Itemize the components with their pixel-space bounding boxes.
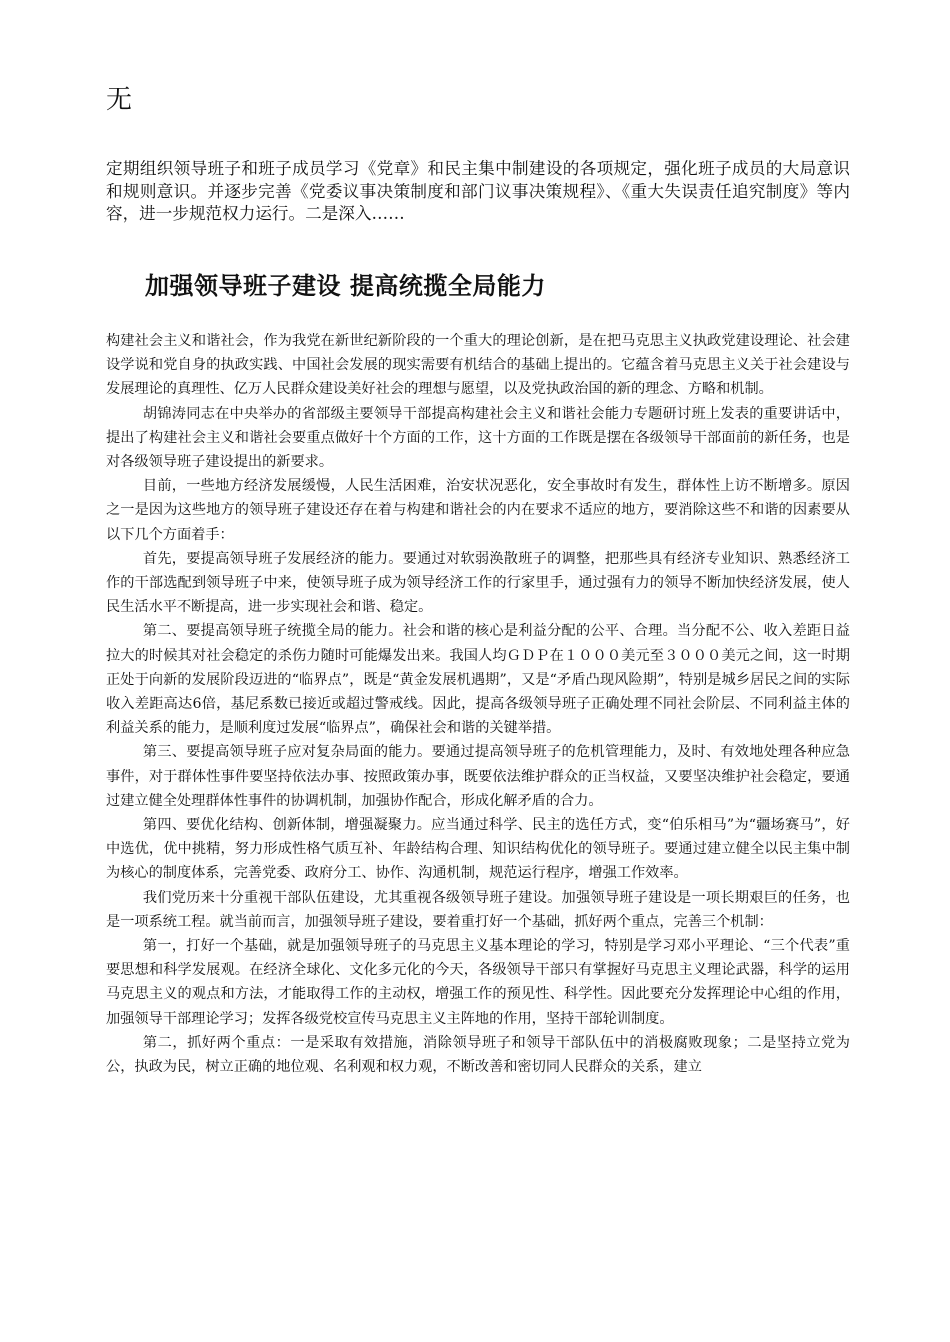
article-title: 加强领导班子建设 提高统揽全局能力: [145, 272, 546, 300]
paragraph: 首先，要提高领导班子发展经济的能力。要通过对软弱涣散班子的调整，把那些具有经济专业知识、熟悉经济工作的干部选配到领导班子中来，使领导班子成为领导经济工作的行家里手，通过强有力的领导不断加快经济发展，使人民生活水平不断提高，进一步实现社会和谐、稳定。: [106, 550, 850, 616]
paragraph: 第二、要提高领导班子统揽全局的能力。社会和谐的核心是利益分配的公平、合理。当分配不公、收入差距日益拉大的时候其对社会稳定的杀伤力随时可能爆发出来。我国人均ＧＤＰ在１０００美元至３０００美元之间，这一时期正处于向新的发展阶段迈进的“临界点”，既是“黄金发展机遇期”，又是“矛盾凸现风险期”，特别是城乡居民之间的实际收入差距高达6倍，基尼系数已接近或超过警戒线。因此，提高各级领导班子正确处理不同社会阶层、不同利益主体的利益关系的能力，是顺利度过发展“临界点”，确保社会和谐的关键举措。: [106, 623, 850, 737]
paragraph: 目前，一些地方经济发展缓慢，人民生活困难，治安状况恶化，安全事故时有发生，群体性上访不断增多。原因之一是因为这些地方的领导班子建设还存在着与构建和谐社会的内在要求不适应的地方，要消除这些不和谐的因素要从以下几个方面着手：: [106, 478, 850, 543]
paragraph: 第三、要提高领导班子应对复杂局面的能力。要通过提高领导班子的危机管理能力，及时、有效地处理各种应急事件，对于群体性事件要坚持依法办事、按照政策办事，既要依法维护群众的正当权益，又要坚决维护社会稳定，要通过建立健全处理群体性事件的协调机制，加强协作配合，形成化解矛盾的合力。: [106, 744, 850, 809]
paragraph: 第四、要优化结构、创新体制，增强凝聚力。应当通过科学、民主的选任方式，变“伯乐相马”为“疆场赛马”，好中选优，优中挑精，努力形成性格气质互补、年龄结构合理、知识结构优化的领导班子。要通过建立健全以民主集中制为核心的制度体系，完善党委、政府分工、协作、沟通机制，规范运行程序，增强工作效率。: [106, 817, 850, 882]
paragraph: 第二，抓好两个重点：一是采取有效措施，消除领导班子和领导干部队伍中的消极腐败现象；二是坚持立党为公，执政为民，树立正确的地位观、名利观和权力观，不断改善和密切同人民群众的关系，建立: [106, 1034, 850, 1076]
top-character: 无: [106, 85, 133, 115]
paragraph: 第一，打好一个基础，就是加强领导班子的马克思主义基本理论的学习，特别是学习邓小平理论、“三个代表”重要思想和科学发展观。在经济全球化、文化多元化的今天，各级领导干部只有掌握好马克思主义理论武器，科学的运用马克思主义的观点和方法，才能取得工作的主动权，增强工作的预见性、科学性。因此要充分发挥理论中心组的作用，加强领导干部理论学习；发挥各级党校宣传马克思主义主阵地的作用，坚持干部轮训制度。: [106, 938, 850, 1027]
intro-paragraph: 定期组织领导班子和班子成员学习《党章》和民主集中制建设的各项规定，强化班子成员的大局意识和规则意识。并逐步完善《党委议事决策制度和部门议事决策规程》、《重大失误责任追究制度》等内容，进一步规范权力运行。二是深入……: [106, 159, 850, 223]
paragraph: 胡锦涛同志在中央举办的省部级主要领导干部提高构建社会主义和谐社会能力专题研讨班上发表的重要讲话中，提出了构建社会主义和谐社会要重点做好十个方面的工作，这十方面的工作既是摆在各级领导干部面前的新任务，也是对各级领导班子建设提出的新要求。: [106, 405, 850, 471]
paragraph: 构建社会主义和谐社会，作为我党在新世纪新阶段的一个重大的理论创新，是在把马克思主义执政党建设理论、社会建设学说和党自身的执政实践、中国社会发展的现实需要有机结合的基础上提出的。它蕴含着马克思主义关于社会建设与发展理论的真理性、亿万人民群众建设美好社会的理想与愿望，以及党执政治国的新的理念、方略和机制。: [106, 333, 850, 398]
paragraph: 我们党历来十分重视干部队伍建设，尤其重视各级领导班子建设。加强领导班子建设是一项长期艰巨的任务，也是一项系统工程。就当前而言，加强领导班子建设，要着重打好一个基础，抓好两个重点，完善三个机制：: [106, 889, 850, 930]
article-body: [106, 329, 850, 1079]
